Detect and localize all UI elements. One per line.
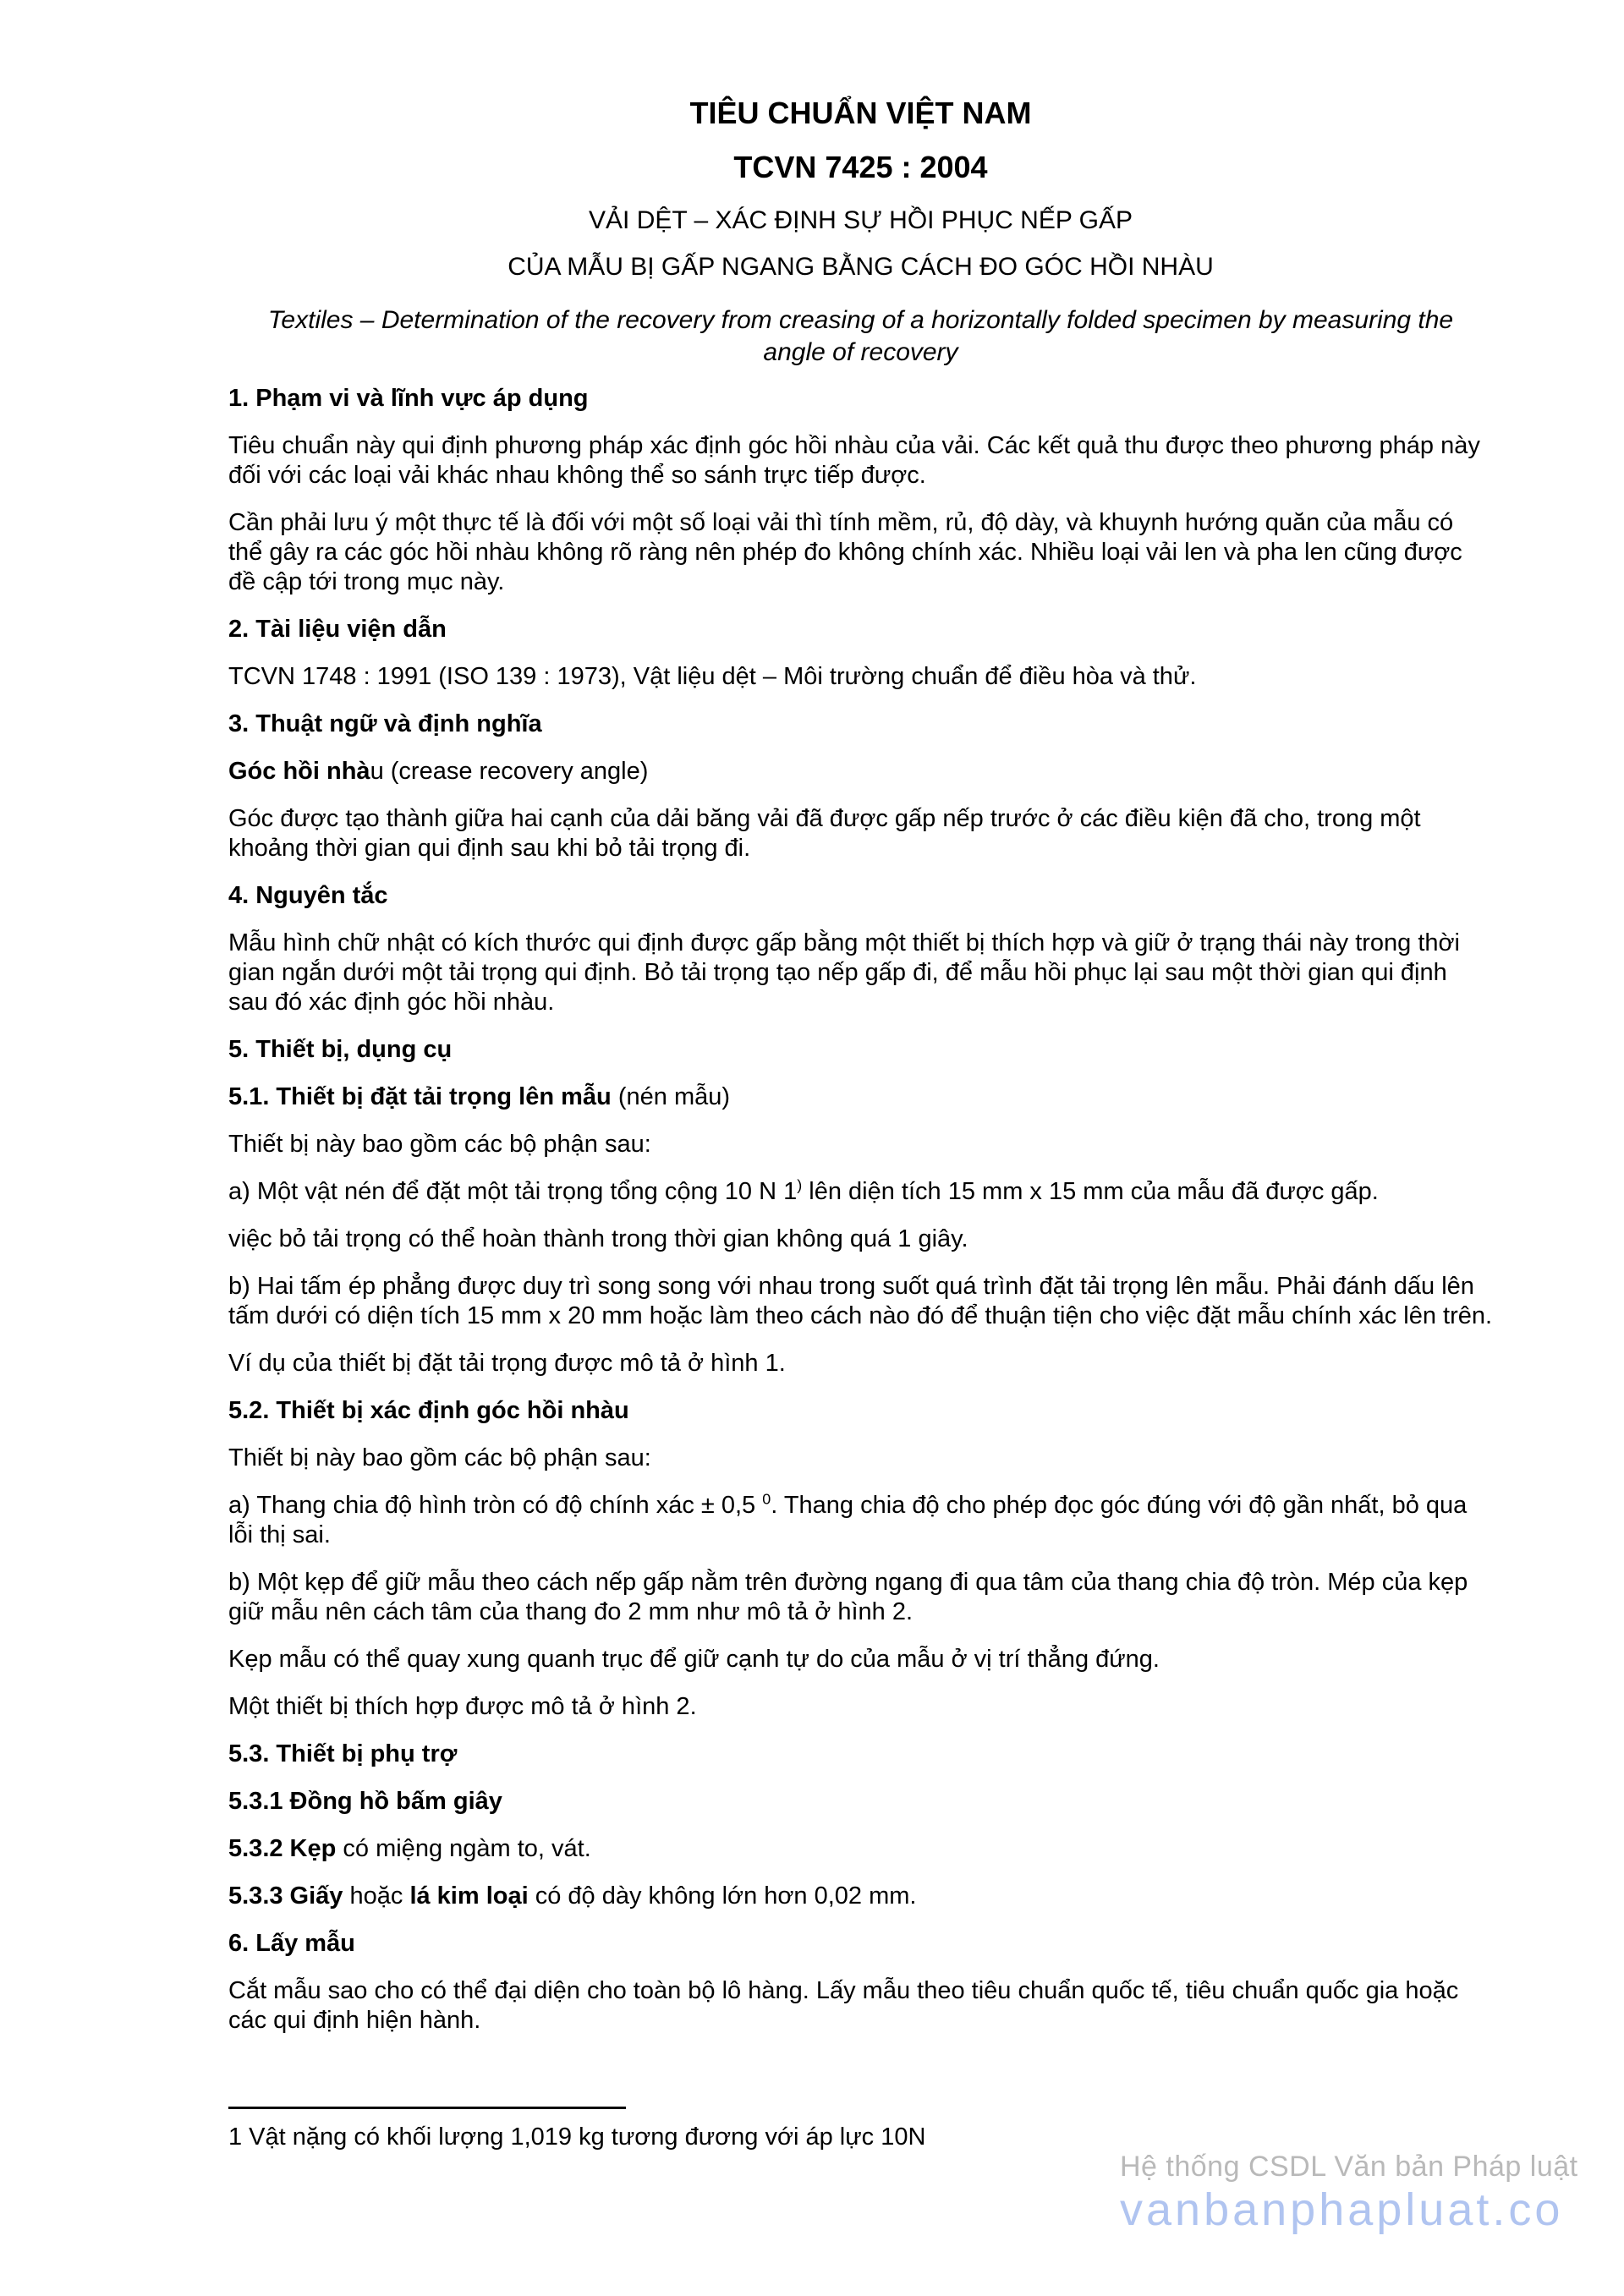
section-5-1-heading: 5.1. Thiết bị đặt tải trọng lên mẫu (nén mẫu) [228, 1083, 731, 1110]
section-6-heading: 6. Lấy mẫu [228, 1930, 355, 1957]
section-5-1-item-b: b) Hai tấm ép phẳng được duy trì song song với nhau trong suốt quá trình đặt tải trọng lên mẫu. Phải đánh dấu lên tấm dưới có diện tích 15 mm x 20 mm hoặc làm theo cách nào đó để thuận tiện cho việc đặt mẫu chính xác lên trên. [228, 1273, 1493, 1329]
section-2-para-1: TCVN 1748 : 1991 (ISO 139 : 1973), Vật liệu dệt – Môi trường chuẩn để điều hòa và thử. [228, 663, 1197, 690]
term-definition-title: Góc hồi nhàu (crease recovery angle) [228, 758, 649, 785]
standard-number: TCVN 7425 : 2004 [733, 150, 988, 184]
section-5-2-heading: 5.2. Thiết bị xác định góc hồi nhàu [228, 1397, 629, 1424]
section-4-heading: 4. Nguyên tắc [228, 882, 388, 909]
footnote-area [228, 2107, 1493, 2152]
section-6-para-1: Cắt mẫu sao cho có thể đại diện cho toàn bộ lô hàng. Lấy mẫu theo tiêu chuẩn quốc tế, tiêu chuẩn quốc gia hoặc các qui định hiện hành. [228, 1977, 1459, 2034]
term-definition-body: Góc được tạo thành giữa hai cạnh của dải băng vải đã được gấp nếp trước ở các điều kiện đã cho, trong một khoảng thời gian qui định sau khi bỏ tải trọng đi. [228, 805, 1421, 862]
section-5-1-para-2: việc bỏ tải trọng có thể hoàn thành trong thời gian không quá 1 giây. [228, 1225, 968, 1252]
footnote-divider [228, 2107, 626, 2109]
section-5-2-para-1: Thiết bị này bao gồm các bộ phận sau: [228, 1444, 651, 1471]
footnote-text: 1 Vật nặng có khối lượng 1,019 kg tương đương với áp lực 10N [228, 2123, 926, 2151]
document-body [228, 384, 1493, 2036]
section-5-1-para-1: Thiết bị này bao gồm các bộ phận sau: [228, 1131, 651, 1158]
section-2-heading: 2. Tài liệu viện dẫn [228, 616, 447, 643]
document-title-line2: CỦA MẪU BỊ GẤP NGANG BẰNG CÁCH ĐO GÓC HỒI NHÀU [508, 253, 1214, 281]
watermark-system-label: Hệ thống CSDL Văn bản Pháp luật [1120, 2151, 1578, 2183]
document-page [228, 0, 1493, 2152]
section-5-3-3: 5.3.3 Giấy hoặc lá kim loại có độ dày không lớn hơn 0,02 mm. [228, 1882, 917, 1910]
section-4-para-1: Mẫu hình chữ nhật có kích thước qui định được gấp bằng một thiết bị thích hợp và giữ ở trạng thái này trong thời gian ngắn dưới một tải trọng qui định. Bỏ tải trọng tạo nếp gấp đi, để mẫu hồi phục lại sau một thời gian qui định sau đó xác định góc hồi nhàu. [228, 929, 1460, 1016]
section-5-3-1-heading: 5.3.1 Đồng hồ bấm giây [228, 1788, 502, 1815]
watermark-site-name: vanbanphapluat.co [1120, 2184, 1564, 2235]
section-5-heading: 5. Thiết bị, dụng cụ [228, 1036, 453, 1063]
section-5-2-item-b: b) Một kẹp để giữ mẫu theo cách nếp gấp nằm trên đường ngang đi qua tâm của thang chia độ tròn. Mép của kẹp giữ mẫu nên cách tâm của thang đo 2 mm như mô tả ở hình 2. [228, 1569, 1468, 1625]
document-authority-title: TIÊU CHUẨN VIỆT NAM [689, 96, 1032, 130]
section-5-2-item-a: a) Thang chia độ hình tròn có độ chính xác ± 0,5 $^0$. Thang chia độ cho phép đọc góc đúng với độ gần nhất, bỏ qua lỗi thị sai. [228, 1490, 1468, 1548]
section-5-1-item-a: a) Một vật nén để đặt một tải trọng tổng cộng 10 N 1) lên diện tích 15 mm x 15 mm của mẫu đã được gấp. [228, 1176, 1379, 1205]
section-1-para-1: Tiêu chuẩn này qui định phương pháp xác định góc hồi nhàu của vải. Các kết quả thu được theo phương pháp này đối với các loại vải khác nhau không thể so sánh trực tiếp được. [228, 432, 1480, 489]
english-title: Textiles – Determination of the recovery from creasing of a horizontally folded specimen by measuring the angle of recovery [267, 306, 1454, 366]
section-1-heading: 1. Phạm vi và lĩnh vực áp dụng [228, 385, 589, 412]
section-1-para-2: Cần phải lưu ý một thực tế là đối với một số loại vải thì tính mềm, rủ, độ dày, và khuynh hướng quăn của mẫu có thể gây ra các góc hồi nhàu không rõ ràng nên phép đo không chính xác. Nhiều loại vải len và pha len cũng được đề cập tới trong mục này. [228, 509, 1462, 595]
document-title-line1: VẢI DỆT – XÁC ĐỊNH SỰ HỒI PHỤC NẾP GẤP [589, 206, 1133, 234]
section-5-3-2: 5.3.2 Kẹp có miệng ngàm to, vát. [228, 1835, 591, 1862]
section-5-3-heading: 5.3. Thiết bị phụ trợ [228, 1740, 458, 1767]
section-3-heading: 3. Thuật ngữ và định nghĩa [228, 710, 542, 737]
section-5-2-para-2: Kẹp mẫu có thể quay xung quanh trục để giữ cạnh tự do của mẫu ở vị trí thẳng đứng. [228, 1646, 1160, 1673]
section-5-2-para-3: Một thiết bị thích hợp được mô tả ở hình 2. [228, 1693, 697, 1720]
section-5-1-para-3: Ví dụ của thiết bị đặt tải trọng được mô tả ở hình 1. [228, 1350, 786, 1377]
